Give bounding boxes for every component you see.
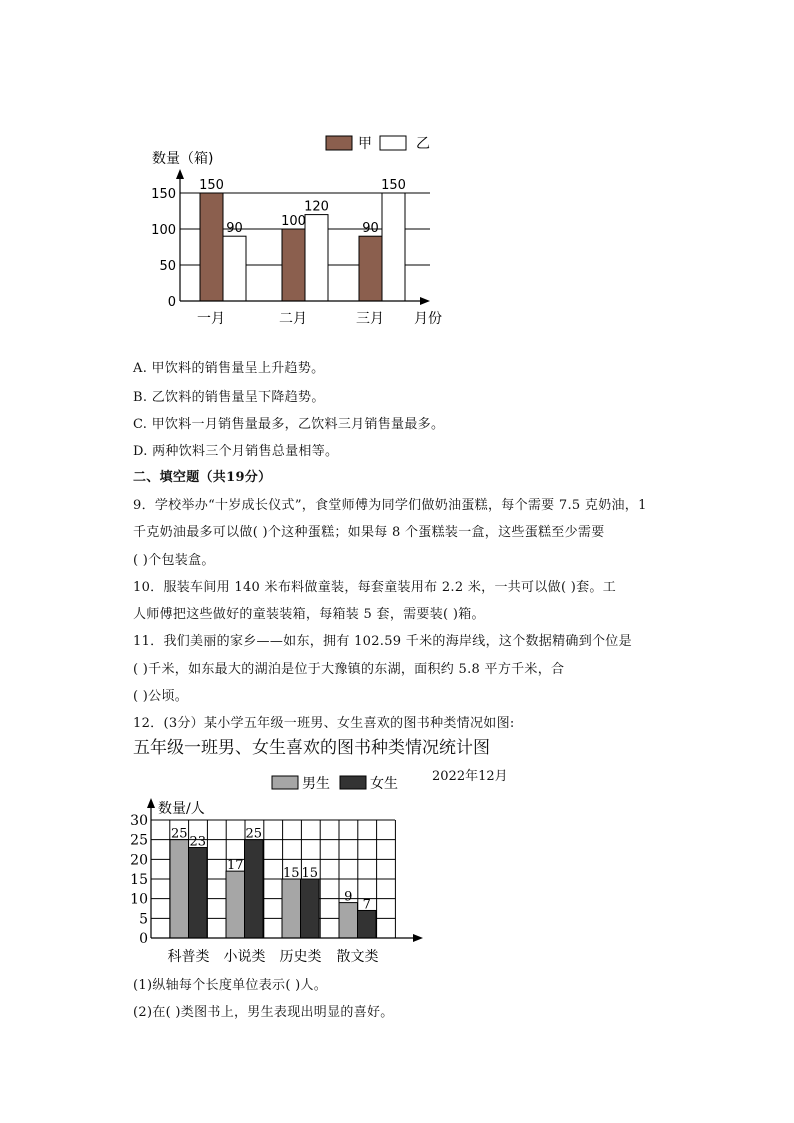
bar-value-label: 15 — [301, 866, 319, 881]
q11-line-1: 11．我们美丽的家乡——如东，拥有 102.59 千米的海岸线，这个数据精确到个位是 — [133, 634, 632, 649]
legend-swatch — [272, 776, 298, 789]
q9-line-2: 千克奶油最多可以做( )个这种蛋糕；如果每 8 个蛋糕装一盒，这些蛋糕至少需要 — [133, 525, 605, 540]
y-tick-label: 30 — [130, 813, 148, 829]
bar-value-label: 25 — [170, 826, 188, 842]
q9-line-1: 9．学校举办“十岁成长仪式”，食堂师傅为同学们做奶油蛋糕，每个需要 7.5 克奶油，1 — [133, 498, 647, 513]
y-tick-label: 150 — [151, 187, 176, 202]
y-axis-arrow — [147, 798, 155, 808]
y-tick-label: 20 — [130, 852, 148, 869]
x-axis-title: 月份 — [414, 311, 442, 327]
bar-value-label: 90 — [226, 221, 243, 237]
bar — [245, 840, 264, 938]
legend-swatch — [340, 776, 366, 789]
bar-value-label: 9 — [344, 889, 353, 905]
x-tick-label: 一月 — [197, 311, 225, 327]
q10-line-2: 人师傅把这些做好的童装装箱，每箱装 5 套，需要装( )箱。 — [133, 607, 485, 622]
bar-value-label: 100 — [281, 214, 306, 229]
x-axis-arrow — [413, 934, 423, 942]
bar-value-label: 120 — [304, 199, 329, 215]
bar — [170, 840, 189, 938]
q12-intro: 12．(3分）某小学五年级一班男、女生喜欢的图书种类情况如图: — [133, 716, 515, 731]
q11-line-2: ( )千米，如东最大的湖泊是位于大豫镇的东湖，面积约 5.8 平方千米，合 — [133, 662, 565, 677]
y-tick-label: 10 — [130, 891, 148, 908]
bar — [226, 871, 245, 938]
bar-value-label: 90 — [362, 221, 379, 237]
option-d: D. 两种饮料三个月销售总量相等。 — [133, 444, 339, 459]
y-tick-label: 0 — [139, 931, 148, 947]
chart2-date: 2022年12月 — [432, 769, 508, 784]
bar — [382, 193, 405, 301]
legend-label: 女生 — [370, 776, 398, 792]
bar — [358, 910, 377, 938]
y-tick-label: 0 — [167, 295, 176, 310]
bar-value-label: 15 — [282, 866, 300, 881]
q12-sub-2: (2)在( )类图书上，男生表现出明显的喜好。 — [133, 1005, 394, 1020]
x-tick-label: 二月 — [279, 311, 307, 327]
x-tick-label: 历史类 — [279, 949, 322, 965]
bar — [359, 236, 382, 301]
y-tick-label: 50 — [159, 259, 176, 274]
bar-value-label: 23 — [189, 834, 207, 850]
bar — [282, 879, 301, 938]
option-a: A. 甲饮料的销售量呈上升趋势。 — [133, 361, 325, 376]
q12-sub-1: (1)纵轴每个长度单位表示( )人。 — [133, 978, 328, 993]
y-axis-arrow — [176, 169, 184, 179]
x-tick-label: 科普类 — [167, 949, 210, 965]
chart2-title: 五年级一班男、女生喜欢的图书种类情况统计图 — [133, 738, 490, 758]
y-axis-title: 数量（箱) — [152, 151, 214, 167]
q10-line-1: 10．服装车间用 140 米布料做童装，每套童装用布 2.2 米，一共可以做( )套。工 — [133, 580, 617, 595]
bar — [339, 903, 358, 938]
bar-value-label: 150 — [199, 178, 224, 193]
option-c: C. 甲饮料一月销售量最多，乙饮料三月销售量最多。 — [133, 417, 445, 432]
x-tick-label: 散文类 — [336, 949, 379, 965]
bar — [223, 236, 246, 301]
x-axis-arrow — [420, 297, 430, 305]
y-axis-title: 数量/人 — [158, 801, 205, 817]
x-tick-label: 小说类 — [223, 949, 266, 965]
legend-swatch — [380, 136, 406, 150]
legend-label: 男生 — [302, 776, 330, 792]
bar — [200, 193, 223, 301]
books-preference-bar-chart — [130, 770, 440, 970]
bar — [301, 879, 320, 938]
y-tick-label: 100 — [151, 223, 176, 238]
y-tick-label: 5 — [139, 911, 148, 928]
bar — [282, 229, 305, 301]
x-tick-label: 三月 — [356, 311, 384, 327]
y-tick-label: 25 — [130, 832, 148, 849]
bar-value-label: 17 — [226, 858, 244, 874]
bar — [305, 215, 328, 301]
bar-value-label: 25 — [245, 826, 263, 842]
legend-swatch — [326, 136, 352, 150]
legend-label: 乙 — [416, 136, 430, 152]
bar — [189, 848, 208, 938]
section-heading: 二、填空题（共19分） — [133, 470, 272, 485]
bar-value-label: 7 — [362, 897, 371, 913]
bar-value-label: 150 — [381, 178, 406, 193]
drinks-sales-bar-chart — [140, 125, 460, 335]
legend-label: 甲 — [358, 136, 372, 152]
q11-line-3: ( )公顷。 — [133, 689, 189, 704]
q9-line-3: ( )个包装盒。 — [133, 553, 215, 568]
option-b: B. 乙饮料的销售量呈下降趋势。 — [133, 390, 325, 405]
y-tick-label: 15 — [130, 872, 148, 888]
